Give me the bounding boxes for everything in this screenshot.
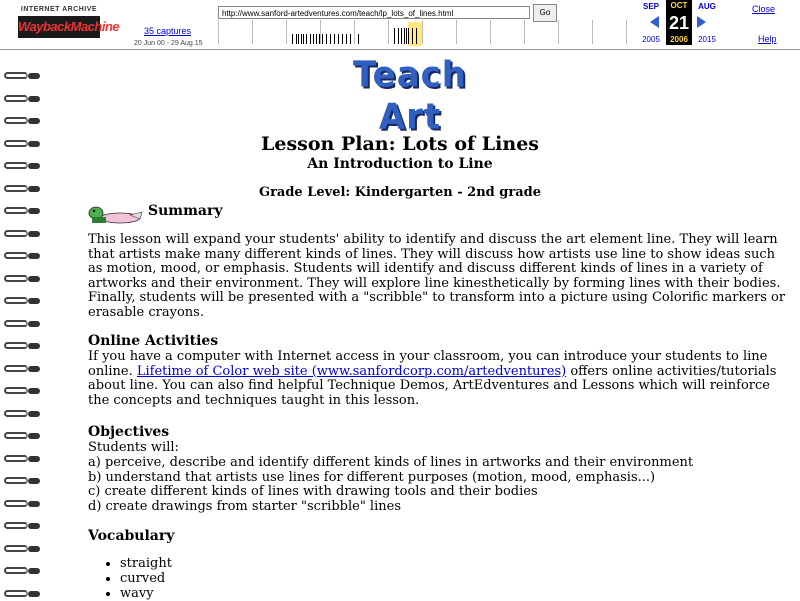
histogram-year-divider xyxy=(354,20,355,44)
spiral-ring xyxy=(4,545,40,553)
spiral-ring xyxy=(4,590,40,598)
histogram-bar xyxy=(358,34,359,44)
histogram-bar xyxy=(401,28,402,44)
spiral-ring xyxy=(4,567,40,575)
histogram-bar xyxy=(334,34,335,44)
lifetime-of-color-link[interactable]: Lifetime of Color web site (www.sanfordcorp.com/artedventures) xyxy=(136,363,567,379)
spiral-ring xyxy=(4,320,40,328)
histogram-bar xyxy=(398,28,399,44)
current-year: 2006 xyxy=(666,34,692,45)
dinosaur-icon xyxy=(86,203,146,225)
summary-heading: Summary xyxy=(148,203,223,219)
histogram-bar xyxy=(298,34,299,44)
capture-range: 20 Jun 00 - 29 Aug 15 xyxy=(134,40,203,47)
objectives-heading: Objectives xyxy=(88,424,170,440)
histogram-bar xyxy=(313,34,314,44)
vocabulary-list xyxy=(100,556,172,601)
histogram-bar xyxy=(406,28,407,44)
spiral-ring xyxy=(4,477,40,485)
histogram-year-divider xyxy=(252,20,253,44)
objectives-intro: Students will: xyxy=(88,440,179,455)
logo-top-text: INTERNET ARCHIVE xyxy=(20,6,98,13)
online-text-after: offers online activities/tutorials about line. You can also find helpful Technique Demos, ArtEdventures and Lessons which will reinforce the concepts and techniques taught in this lesson. xyxy=(88,363,777,408)
current-month: OCT xyxy=(666,0,692,12)
histogram-year-divider xyxy=(422,20,423,44)
vocabulary-item: • curved xyxy=(120,571,172,586)
wayback-toolbar xyxy=(0,0,800,50)
spiral-ring xyxy=(4,522,40,530)
histogram-bar xyxy=(412,28,413,44)
histogram-bar xyxy=(326,34,327,44)
capture-histogram[interactable] xyxy=(218,22,636,46)
histogram-year-divider xyxy=(388,20,389,44)
online-activities-heading: Online Activities xyxy=(88,333,219,349)
histogram-bar xyxy=(350,34,351,44)
histogram-year-divider xyxy=(456,20,457,44)
spiral-ring xyxy=(4,455,40,463)
prev-arrow-icon[interactable] xyxy=(650,16,659,28)
vocabulary-item: • wavy xyxy=(120,586,172,601)
online-text-before: If you have a computer with Internet access in your classroom, you can introduce your students to line online. xyxy=(88,349,768,379)
histogram-bar xyxy=(338,34,339,44)
histogram-highlight xyxy=(408,22,422,46)
spiral-ring xyxy=(4,365,40,373)
histogram-bar xyxy=(404,28,405,44)
histogram-year-divider xyxy=(320,20,321,44)
histogram-year-divider xyxy=(592,20,593,44)
histogram-year-divider xyxy=(218,20,219,44)
page-subtitle: An Introduction to Line xyxy=(307,156,493,172)
histogram-bar xyxy=(346,34,347,44)
spiral-ring xyxy=(4,432,40,440)
vocabulary-item: • straight xyxy=(120,556,172,571)
spiral-ring xyxy=(4,387,40,395)
summary-text: This lesson will expand your students' ability to identify and discuss the art element line. They will learn that artists make many different kinds of lines. They will discuss how artists use line to show ideas such as motion, mood, or emphasis. Students will identify and discuss different kinds of lines in a variety of artworks and their environment. They will explore line kinesthetically by forming lines with their bodies. Finally, students will be presented with a "scribble" to transform into a picture using Colorific markers or erasable crayons. xyxy=(88,232,786,320)
histogram-bar xyxy=(416,28,417,44)
spiral-ring xyxy=(4,117,40,125)
histogram-year-divider xyxy=(524,20,525,44)
prev-year-link[interactable]: 2005 xyxy=(642,35,660,44)
spiral-ring xyxy=(4,72,40,80)
online-activities-text xyxy=(88,350,788,408)
spiral-ring xyxy=(4,230,40,238)
histogram-year-divider xyxy=(490,20,491,44)
spiral-ring xyxy=(4,410,40,418)
histogram-bar xyxy=(303,34,304,44)
spiral-ring xyxy=(4,297,40,305)
histogram-bar xyxy=(408,28,409,44)
histogram-year-divider xyxy=(626,20,627,44)
objective-item: c) create different kinds of lines with drawing tools and their bodies xyxy=(88,484,538,499)
histogram-year-divider xyxy=(558,20,559,44)
histogram-bar xyxy=(306,34,307,44)
spiral-ring xyxy=(4,275,40,283)
histogram-bar xyxy=(296,34,297,44)
prev-month-link[interactable]: SEP xyxy=(642,2,659,11)
histogram-bar xyxy=(342,34,343,44)
captures-link[interactable]: 35 captures xyxy=(144,26,192,36)
histogram-bar xyxy=(330,34,331,44)
histogram-bar xyxy=(301,34,302,44)
grade-level: Grade Level: Kindergarten - 2nd grade xyxy=(258,185,542,200)
spiral-ring xyxy=(4,342,40,350)
histogram-bar xyxy=(310,34,311,44)
teach-art-banner: Teach Art xyxy=(352,54,468,138)
logo-main-text: WaybackMachine xyxy=(18,16,100,38)
objective-item: d) create drawings from starter "scribble" lines xyxy=(88,499,401,514)
next-arrow-icon[interactable] xyxy=(697,16,706,28)
histogram-year-divider xyxy=(286,20,287,44)
objective-item: a) perceive, describe and identify different kinds of lines in artworks and their environment xyxy=(88,455,694,470)
objective-item: b) understand that artists use lines for different purposes (motion, mood, emphasis...) xyxy=(88,470,656,485)
histogram-bar xyxy=(292,34,293,44)
go-button[interactable]: Go xyxy=(533,4,557,22)
spiral-ring xyxy=(4,252,40,260)
spiral-ring xyxy=(4,500,40,508)
histogram-bar xyxy=(322,34,323,44)
next-year-link[interactable]: 2015 xyxy=(698,35,716,44)
help-link[interactable]: Help xyxy=(758,34,777,44)
spiral-ring xyxy=(4,95,40,103)
histogram-bar xyxy=(394,28,395,44)
current-day: 21 xyxy=(666,12,692,34)
spiral-ring xyxy=(4,207,40,215)
next-month-link[interactable]: AUG xyxy=(698,2,716,11)
wayback-logo[interactable] xyxy=(18,6,120,40)
url-input[interactable]: http://www.sanford-artedventures.com/teach/lp_lots_of_lines.html xyxy=(218,6,530,19)
page-title: Lesson Plan: Lots of Lines xyxy=(261,133,539,155)
histogram-bar xyxy=(316,34,317,44)
close-link[interactable]: Close xyxy=(752,4,776,14)
vocabulary-heading: Vocabulary xyxy=(88,528,175,544)
